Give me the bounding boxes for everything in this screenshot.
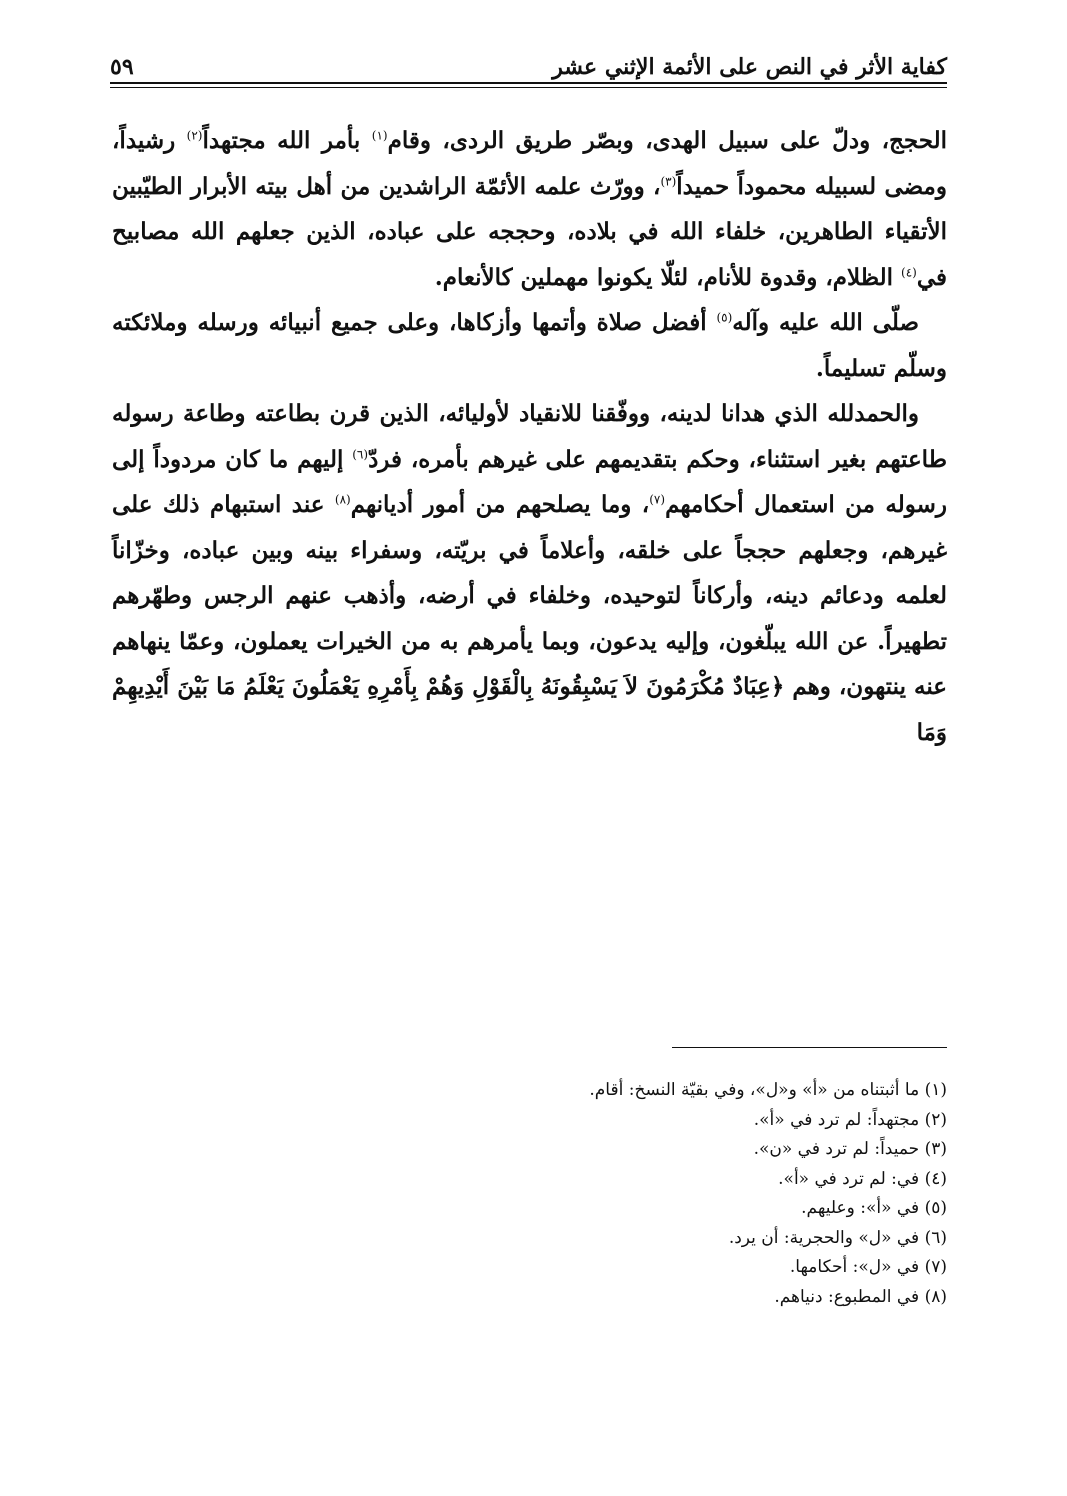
footnote-marker: (٣) (660, 173, 677, 188)
body-text-run: رشيداً، ومضى لسبيله محموداً حميداً (112, 127, 947, 200)
footnote-marker: (١) (371, 128, 388, 143)
header-rule-thin (110, 87, 947, 88)
body-text-run: بأمر الله مجتهداً (202, 127, 372, 154)
footnote-item: (٤) في: لم ترد في «أ». (778, 1168, 947, 1189)
body-paragraph (112, 118, 947, 300)
quran-quote: ﴿عِبَادٌ مُكْرَمُونَ لاَ يَسْبِقُونَهُ بِالْقَوْلِ وَهُمْ بِأَمْرِهِ يَعْمَلُونَ يَعْلَمُ مَا بَيْنَ أَيْدِيهِمْ وَمَا (112, 673, 947, 746)
footnote-item: (٦) في «ل» والحجرية: أن يرد. (728, 1227, 947, 1248)
body-text-run: والحمدلله الذي هدانا لدينه، ووفّقنا للانقياد لأوليائه، الذين قرن بطاعته وطاعة رسوله طاعتهم بغير استثناء، وحكم بتقديمهم على غيرهم بأمره، فردّ (112, 400, 947, 473)
body-text-run: الظلام، وقدوة للأنام، لئلّا يكونوا مهملين كالأنعام. (434, 263, 901, 291)
body-text-run: عند استبهام ذلك على غيرهم، وجعلهم حججاً على خلقه، وأعلاماً في بريّته، وسفراء بينه وبين عباده، وخزّاناً لعلمه ودعائم دينه، وأركاناً لتوحيده، وخلفاء في أرضه، وأذهب عنهم الرجس وطهّرهم تطهيراً. عن الله يبلّغون، وإليه يدعون، وبما يأمرهم به من الخيرات يعملون، وعمّا ينهاهم عنه ينتهون، وهم (112, 491, 947, 700)
footnote-item: (١) ما أثبتناه من «أ» و«ل»، وفي بقيّة النسخ: أقام. (589, 1080, 947, 1100)
body-text-run: إليهم ما كان مردوداً إلى رسوله من استعمال أحكامهم (112, 445, 947, 518)
header-rule (110, 82, 947, 84)
footnote-marker: (٤) (901, 264, 917, 279)
body-paragraph (112, 391, 947, 755)
footnote-item: (٣) حميداً: لم ترد في «ن». (753, 1139, 947, 1159)
footnote-item: (٧) في «ل»: أحكامها. (789, 1257, 947, 1277)
page-number: ٥٩ (110, 54, 134, 80)
footnote-item: (٨) في المطبوع: دنياهم. (774, 1286, 947, 1307)
footnote-marker: (٦) (352, 446, 369, 461)
body-text-run: صلّى الله عليه وآله (732, 309, 919, 336)
body-text-run: ، وما يصلحهم من أمور أديانهم (350, 491, 650, 518)
body-paragraph (112, 300, 947, 391)
footnote-item: (٥) في «أ»: وعليهم. (801, 1198, 947, 1218)
body-text-run: الحجج، ودلّ على سبيل الهدى، وبصّر طريق الردى، وقام (387, 127, 947, 154)
running-header (110, 40, 947, 80)
body-text-run: أفضل صلاة وأتمها وأزكاها، وعلى جميع أنبيائه ورسله وملائكته وسلّم تسليماً. (112, 309, 947, 382)
footnote-marker: (٢) (186, 128, 203, 143)
footnote-marker: (٨) (334, 492, 351, 507)
body-text-run: ، وورّث علمه الأئمّة الراشدين من أهل بيته الأبرار الطيّبين الأتقياء الطاهرين، خلفاء الله في بلاده، وحججه على عباده، الذين جعلهم الله مصابيح في (112, 172, 947, 291)
footnotes-list (112, 1076, 947, 1312)
footnote-item: (٢) مجتهداً: لم ترد في «أ». (753, 1109, 947, 1130)
footnote-separator (672, 1047, 947, 1048)
main-text (112, 118, 947, 755)
footnote-marker: (٧) (649, 492, 666, 507)
header-title: كفاية الأثر في النص على الأئمة الإثني عشر (552, 54, 947, 80)
footnote-marker: (٥) (716, 310, 733, 325)
